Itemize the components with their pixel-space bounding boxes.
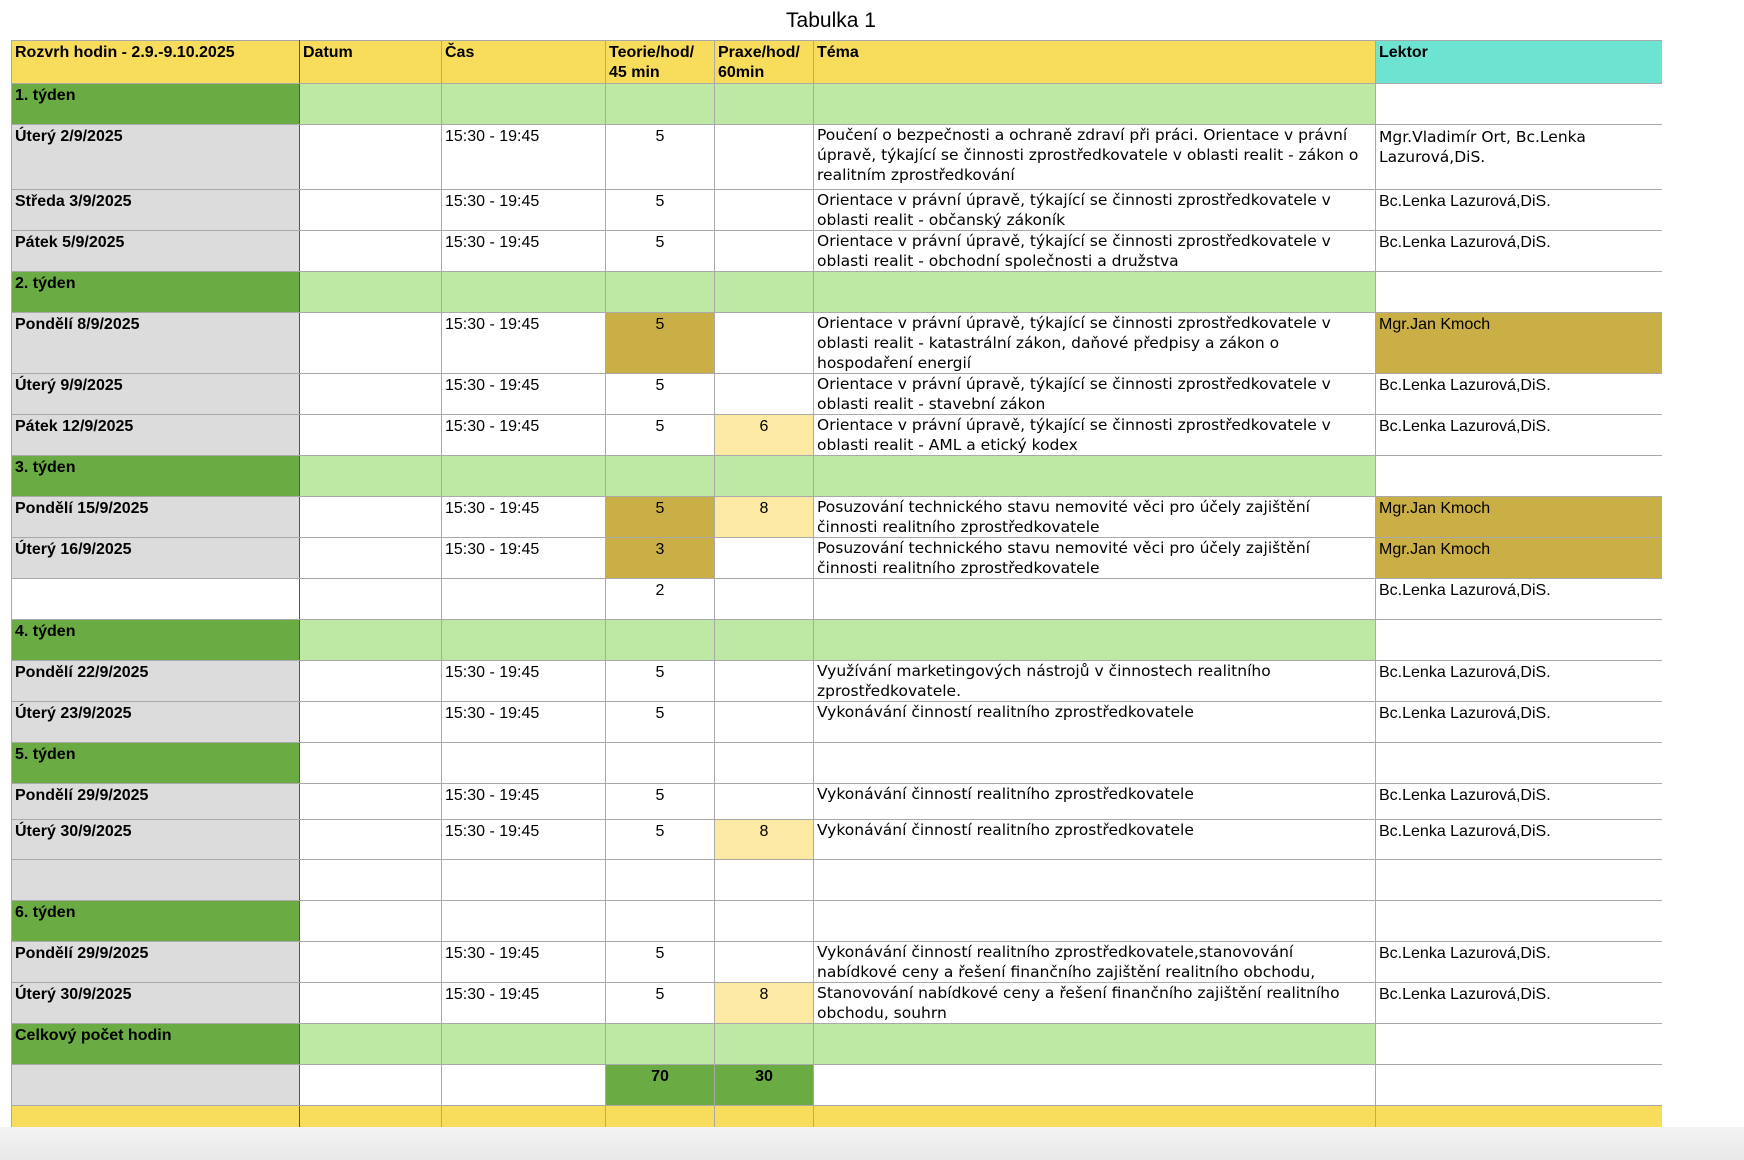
table-row [12,313,1664,374]
cell[interactable] [442,1065,606,1106]
cell[interactable] [814,901,1376,942]
practice-cell[interactable] [715,579,814,620]
theory-cell[interactable]: 5 [606,497,715,538]
header-theory-line1: Teorie/hod/ [609,44,695,61]
topic-cell[interactable]: Orientace v právní úpravě, týkající se činnosti zprostředkovatele v oblasti realit - stavební zákon [814,374,1376,415]
day-cell[interactable] [12,579,300,620]
header-lecturer[interactable]: Lektor [1376,41,1664,84]
table-row [12,661,1664,702]
date-cell[interactable] [300,983,442,1024]
time-cell[interactable]: 15:30 - 19:45 [442,313,606,374]
topic-cell[interactable]: Posuzování technického stavu nemovité věci pro účely zajištění činnosti realitního zprostředkovatele [814,497,1376,538]
cell[interactable] [442,272,606,313]
theory-cell[interactable]: 5 [606,374,715,415]
canvas-bottom [0,1127,1744,1160]
topic-cell[interactable]: Využívání marketingových nástrojů v činnostech realitního zprostředkovatele. [814,661,1376,702]
header-practice[interactable] [715,41,814,84]
empty-row [12,860,1664,901]
header-date[interactable]: Datum [300,41,442,84]
time-cell[interactable]: 15:30 - 19:45 [442,497,606,538]
week-row [12,620,1664,661]
cell[interactable] [606,860,715,901]
date-cell[interactable] [300,313,442,374]
day-cell[interactable]: Úterý 23/9/2025 [12,702,300,743]
time-cell[interactable]: 15:30 - 19:45 [442,983,606,1024]
practice-cell[interactable] [715,784,814,820]
theory-cell[interactable]: 2 [606,579,715,620]
lecturer-cell[interactable]: Bc.Lenka Lazurová,DiS. [1376,784,1664,820]
cell[interactable] [814,84,1376,125]
week-row [12,743,1664,784]
practice-cell[interactable]: 6 [715,415,814,456]
topic-cell[interactable]: Orientace v právní úpravě, týkající se činnosti zprostředkovatele v oblasti realit - občanský zákoník [814,190,1376,231]
topic-cell[interactable]: Orientace v právní úpravě, týkající se činnosti zprostředkovatele v oblasti realit - katastrální zákon, daňové předpisy a zákon o hospodaření energií [814,313,1376,374]
date-cell[interactable] [300,125,442,190]
theory-cell[interactable]: 5 [606,125,715,190]
cell[interactable] [1376,456,1664,497]
week-row [12,456,1664,497]
week-row [12,272,1664,313]
topic-cell[interactable]: Vykonávání činností realitního zprostředkovatele,stanovování nabídkové ceny a řešení finančního zajištění realitního obchodu, [814,942,1376,983]
theory-cell[interactable]: 5 [606,231,715,272]
cell[interactable] [606,743,715,784]
theory-cell[interactable]: 5 [606,820,715,860]
week-label[interactable]: 1. týden [12,84,300,125]
date-cell[interactable] [300,702,442,743]
cell[interactable] [606,1024,715,1065]
theory-cell[interactable]: 5 [606,702,715,743]
practice-cell[interactable] [715,538,814,579]
cell[interactable] [442,743,606,784]
date-cell[interactable] [300,661,442,702]
topic-cell[interactable]: Vykonávání činností realitního zprostředkovatele [814,820,1376,860]
cell[interactable] [606,901,715,942]
date-cell[interactable] [300,942,442,983]
cell[interactable] [715,620,814,661]
date-cell[interactable] [300,579,442,620]
cell[interactable] [1376,272,1664,313]
theory-cell[interactable]: 5 [606,942,715,983]
table-row [12,538,1664,579]
topic-cell[interactable]: Posuzování technického stavu nemovité věci pro účely zajištění činnosti realitního zprostředkovatele [814,538,1376,579]
theory-cell[interactable]: 5 [606,983,715,1024]
cell[interactable] [300,272,442,313]
date-cell[interactable] [300,374,442,415]
cell[interactable] [814,620,1376,661]
cell[interactable] [300,1065,442,1106]
cell[interactable] [300,743,442,784]
week-label[interactable]: 3. týden [12,456,300,497]
cell[interactable] [1376,1065,1664,1106]
header-topic[interactable]: Téma [814,41,1376,84]
cell[interactable] [1376,1024,1664,1065]
time-cell[interactable]: 15:30 - 19:45 [442,784,606,820]
day-cell[interactable]: Pondělí 29/9/2025 [12,942,300,983]
cell[interactable] [814,860,1376,901]
date-cell[interactable] [300,820,442,860]
header-time[interactable]: Čas [442,41,606,84]
lecturer-cell[interactable]: Bc.Lenka Lazurová,DiS. [1376,190,1664,231]
topic-cell[interactable]: Orientace v právní úpravě, týkající se činnosti zprostředkovatele v oblasti realit - obchodní společnosti a družstva [814,231,1376,272]
cell[interactable] [442,620,606,661]
practice-cell[interactable] [715,702,814,743]
cell[interactable] [300,860,442,901]
cell[interactable] [1376,901,1664,942]
cell[interactable] [715,84,814,125]
topic-cell[interactable] [814,579,1376,620]
practice-cell[interactable] [715,374,814,415]
cell[interactable] [814,272,1376,313]
day-cell[interactable]: Úterý 30/9/2025 [12,820,300,860]
lecturer-cell[interactable]: Mgr.Jan Kmoch [1376,538,1664,579]
time-cell[interactable]: 15:30 - 19:45 [442,942,606,983]
table-row [12,942,1664,983]
day-cell[interactable]: Úterý 16/9/2025 [12,538,300,579]
topic-cell[interactable]: Poučení o bezpečnosti a ochraně zdraví při práci. Orientace v právní úpravě, týkající se činnosti zprostředkovatele v oblasti realit - zákon o realitním zprostředkování [814,125,1376,190]
cell[interactable] [606,456,715,497]
cell[interactable] [715,743,814,784]
week-label[interactable]: 6. týden [12,901,300,942]
cell[interactable] [300,620,442,661]
cell[interactable] [606,620,715,661]
day-cell[interactable]: Úterý 30/9/2025 [12,983,300,1024]
practice-cell[interactable] [715,125,814,190]
cell[interactable] [1376,860,1664,901]
cell[interactable] [442,901,606,942]
total-practice[interactable]: 30 [715,1065,814,1106]
day-cell[interactable]: Úterý 9/9/2025 [12,374,300,415]
cell[interactable] [715,1024,814,1065]
cell[interactable] [12,1065,300,1106]
topic-cell[interactable]: Vykonávání činností realitního zprostředkovatele [814,702,1376,743]
table-row [12,497,1664,538]
practice-cell[interactable] [715,313,814,374]
cell[interactable] [715,272,814,313]
practice-cell[interactable] [715,942,814,983]
theory-cell[interactable]: 5 [606,190,715,231]
day-cell[interactable]: Úterý 2/9/2025 [12,125,300,190]
lecturer-cell[interactable]: Bc.Lenka Lazurová,DiS. [1376,661,1664,702]
cell[interactable] [1376,743,1664,784]
lecturer-cell[interactable]: Bc.Lenka Lazurová,DiS. [1376,231,1664,272]
date-cell[interactable] [300,415,442,456]
theory-cell[interactable]: 3 [606,538,715,579]
date-cell[interactable] [300,784,442,820]
table-row [12,579,1664,620]
practice-cell[interactable]: 8 [715,983,814,1024]
day-cell[interactable]: Pondělí 29/9/2025 [12,784,300,820]
practice-cell[interactable]: 8 [715,820,814,860]
total-theory[interactable]: 70 [606,1065,715,1106]
date-cell[interactable] [300,538,442,579]
table-row [12,784,1664,820]
week-row [12,901,1664,942]
day-cell[interactable]: Středa 3/9/2025 [12,190,300,231]
cell[interactable] [1376,620,1664,661]
theory-cell[interactable]: 5 [606,784,715,820]
time-cell[interactable]: 15:30 - 19:45 [442,231,606,272]
time-cell[interactable]: 15:30 - 19:45 [442,415,606,456]
cell[interactable] [442,84,606,125]
practice-cell[interactable]: 8 [715,497,814,538]
cell[interactable] [12,860,300,901]
table-row [12,702,1664,743]
theory-cell[interactable]: 5 [606,415,715,456]
cell[interactable] [814,1065,1376,1106]
practice-cell[interactable] [715,190,814,231]
table-row [12,231,1664,272]
lecturer-cell[interactable]: Bc.Lenka Lazurová,DiS. [1376,579,1664,620]
day-cell[interactable]: Pátek 12/9/2025 [12,415,300,456]
schedule-table [11,40,1664,1146]
practice-cell[interactable] [715,661,814,702]
week-row [12,84,1664,125]
lecturer-cell[interactable]: Bc.Lenka Lazurová,DiS. [1376,702,1664,743]
cell[interactable] [300,901,442,942]
cell[interactable] [442,456,606,497]
header-schedule[interactable]: Rozvrh hodin - 2.9.-9.10.2025 [12,41,300,84]
header-row [12,41,1664,84]
table-row [12,415,1664,456]
time-cell[interactable]: 15:30 - 19:45 [442,820,606,860]
cell[interactable] [814,1024,1376,1065]
lecturer-cell[interactable]: Mgr.Jan Kmoch [1376,313,1664,374]
cell[interactable] [300,84,442,125]
header-theory[interactable] [606,41,715,84]
table-row [12,374,1664,415]
time-cell[interactable]: 15:30 - 19:45 [442,538,606,579]
table-row [12,820,1664,860]
lecturer-cell[interactable]: Mgr.Jan Kmoch [1376,497,1664,538]
table-row [12,190,1664,231]
date-cell[interactable] [300,497,442,538]
day-cell[interactable]: Pondělí 22/9/2025 [12,661,300,702]
theory-cell[interactable]: 5 [606,313,715,374]
totals-row [12,1065,1664,1106]
cell[interactable] [814,743,1376,784]
canvas-margin [1662,0,1744,1127]
cell[interactable] [442,1024,606,1065]
table-row [12,125,1664,190]
lecturer-cell[interactable]: Bc.Lenka Lazurová,DiS. [1376,415,1664,456]
cell[interactable] [300,456,442,497]
day-cell[interactable]: Pátek 5/9/2025 [12,231,300,272]
cell[interactable] [814,456,1376,497]
cell[interactable] [715,456,814,497]
date-cell[interactable] [300,231,442,272]
lecturer-cell[interactable]: Bc.Lenka Lazurová,DiS. [1376,942,1664,983]
theory-cell[interactable]: 5 [606,661,715,702]
header-practice-line1: Praxe/hod/ [718,44,800,61]
date-cell[interactable] [300,190,442,231]
header-practice-line2: 60min [718,64,765,81]
time-cell[interactable]: 15:30 - 19:45 [442,661,606,702]
cell[interactable] [300,1024,442,1065]
cell[interactable] [715,860,814,901]
time-cell[interactable]: 15:30 - 19:45 [442,374,606,415]
cell[interactable] [606,84,715,125]
week-label[interactable]: 5. týden [12,743,300,784]
topic-cell[interactable]: Orientace v právní úpravě, týkající se činnosti zprostředkovatele v oblasti realit - AML a etický kodex [814,415,1376,456]
table-title: Tabulka 1 [786,8,876,32]
table-row [12,983,1664,1024]
time-cell[interactable]: 15:30 - 19:45 [442,190,606,231]
cell[interactable] [715,901,814,942]
header-theory-line2: 45 min [609,64,660,81]
cell[interactable] [442,860,606,901]
lecturer-cell[interactable]: Bc.Lenka Lazurová,DiS. [1376,374,1664,415]
week-label[interactable]: 2. týden [12,272,300,313]
time-cell[interactable] [442,579,606,620]
totals-label[interactable]: Celkový počet hodin [12,1024,300,1065]
cell[interactable] [1376,84,1664,125]
topic-cell[interactable]: Stanovování nabídkové ceny a řešení finančního zajištění realitního obchodu, souhrn [814,983,1376,1024]
lecturer-cell[interactable]: Mgr.Vladimír Ort, Bc.Lenka Lazurová,DiS. [1376,125,1664,190]
day-cell[interactable]: Pondělí 8/9/2025 [12,313,300,374]
cell[interactable] [606,272,715,313]
totals-label-row [12,1024,1664,1065]
day-cell[interactable]: Pondělí 15/9/2025 [12,497,300,538]
lecturer-cell[interactable]: Bc.Lenka Lazurová,DiS. [1376,820,1664,860]
lecturer-cell[interactable]: Bc.Lenka Lazurová,DiS. [1376,983,1664,1024]
time-cell[interactable]: 15:30 - 19:45 [442,125,606,190]
week-label[interactable]: 4. týden [12,620,300,661]
practice-cell[interactable] [715,231,814,272]
time-cell[interactable]: 15:30 - 19:45 [442,702,606,743]
topic-cell[interactable]: Vykonávání činností realitního zprostředkovatele [814,784,1376,820]
